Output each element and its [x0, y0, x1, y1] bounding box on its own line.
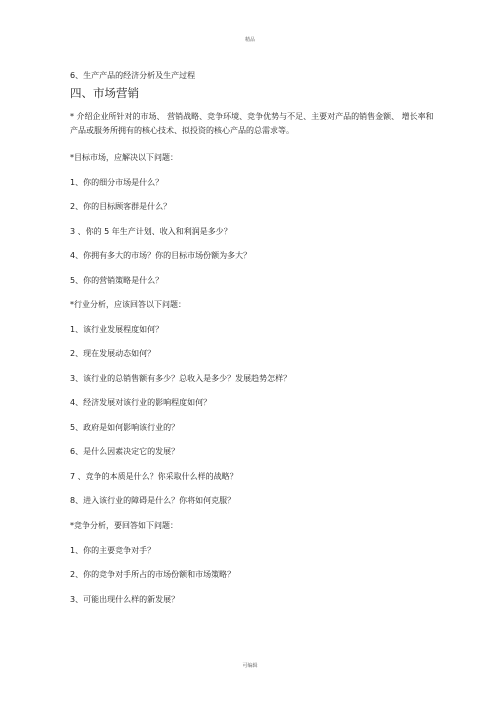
industry-analysis-heading: *行业分析，应该回答以下问题：: [70, 300, 186, 309]
target-market-item: 1、你的细分市场是什么？: [70, 178, 164, 187]
competition-item: 2、你的竞争对手所占的市场份额和市场策略？: [70, 570, 236, 579]
competition-item: 3、可能出现什么样的新发展？: [70, 595, 180, 604]
page-footer: 可编辑: [242, 663, 258, 669]
industry-item: 3、该行业的总销售额有多少？总收入是多少？发展趋势怎样？: [70, 374, 292, 383]
industry-item: 5、政府是如何影响该行业的？: [70, 423, 180, 432]
target-market-item: 4、你拥有多大的市场？你的目标市场份额为多大？: [70, 251, 252, 260]
target-market-item: 5、你的营销策略是什么？: [70, 276, 164, 285]
industry-item: 7 、竞争的本质是什么？你采取什么样的战略？: [70, 472, 238, 481]
industry-item: 1、该行业发展程度如何？: [70, 325, 164, 334]
previous-list-item: 6、生产产品的经济分析及生产过程: [70, 71, 196, 80]
competition-item: 1、你的主要竞争对手？: [70, 546, 156, 555]
page-header: 精品: [244, 37, 255, 43]
section-title: 四、市场营销: [70, 86, 139, 100]
target-market-item: 2、你的目标顾客群是什么？: [70, 202, 172, 211]
target-market-heading: *目标市场，应解决以下问题：: [70, 153, 178, 162]
industry-item: 2、现在发展动态如何？: [70, 349, 156, 358]
competition-analysis-heading: *竞争分析，要回答如下问题：: [70, 521, 178, 530]
industry-item: 4、经济发展对该行业的影响程度如何？: [70, 398, 212, 407]
industry-item: 8、进入该行业的障碍是什么？你将如何克服？: [70, 496, 236, 505]
industry-item: 6、是什么因素决定它的发展？: [70, 447, 180, 456]
target-market-item: 3 、你的 5 年生产计划、收入和利润是多少？: [70, 227, 232, 236]
intro-paragraph: * 介绍企业所针对的市场、 营销战略、竞争环境、竞争优势与不足、主要对产品的销售金额、 增长率和产品或服务所拥有的核心技术、拟投资的核心产品的总需求等。: [70, 112, 434, 135]
